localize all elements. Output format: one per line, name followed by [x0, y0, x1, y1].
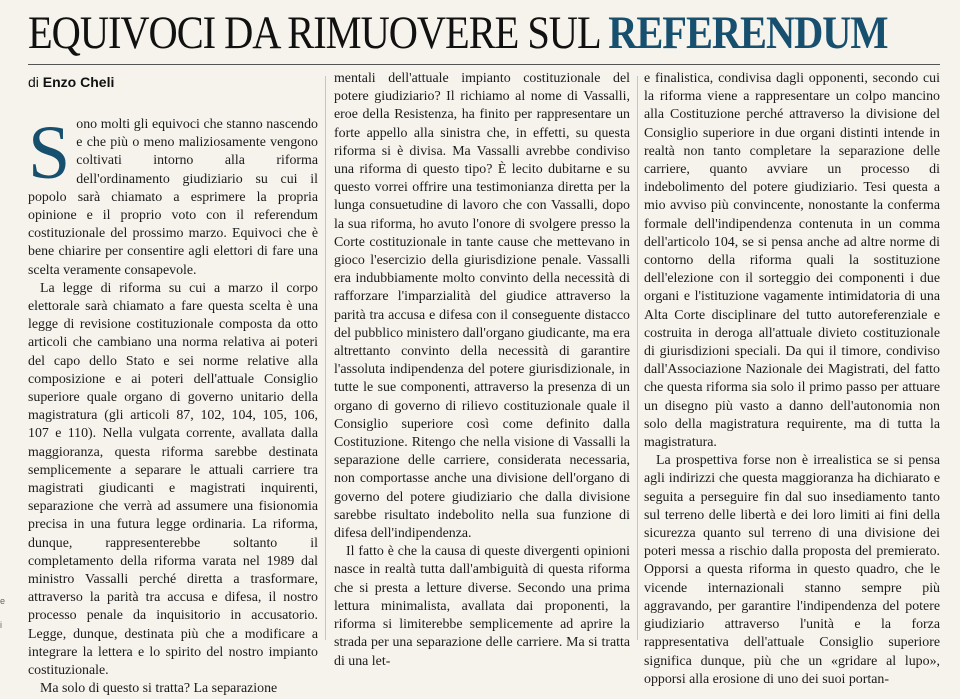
column-1-paragraph-2: La legge di riforma su cui a marzo il corpo elettorale sarà chiamato a fare questa scelta è una legge di revisione costituzionale composta da otto articoli che cambiano una norma relativa ai poteri del capo dello Stato e sei norme relative alla composizione e ai poteri dell'attuale Consiglio superiore quale organo di governo unitario della magistratura (gli articoli 87, 102, 104, 105, 106, 107 e 110). Nella vulgata corrente, avallata dalla maggioranza, questa riforma sarebbe destinata semplicemente a separare le attuali carriere tra magistrati giudicanti e magistrati inquirenti, separazione che verrà ad assumere una fisionomia precisa in una futura legge ordinaria. La riforma, dunque, rappresenterebbe soltanto il completamento della riforma varata nel 1989 dal ministro Vassalli perché diretta a trasformare, attraverso la parità tra accusa e difesa, il nostro processo penale da inquisitorio in accusatorio. Legge, dunque, destinata più che a modificare a integrare la lettera e lo spirito del nostro impianto costituzionale. — [28, 280, 318, 679]
margin-mark-1: e — [0, 596, 6, 606]
column-1-paragraph-3: Ma solo di questo si tratta? La separazione — [40, 681, 278, 697]
drop-cap: S — [28, 111, 71, 195]
headline — [28, 2, 888, 64]
margin-mark-2: i — [0, 620, 2, 630]
column-3-paragraph-1: e finalistica, condivisa dagli opponenti, secondo cui la riforma viene a rappresentare un colpo mancino alla Costituzione perché attraverso la divisione del Consiglio superiore in due organi distinti intende in realtà non tanto completare la separazione delle carriere, quanto avviare un processo di indebolimento del potere giudiziario. Tesi questa a mio avviso più convincente, nonostante la conferma formale dell'indipendenza contenuta in un comma dell'articolo 104, se si pensa anche ad altre norme di contorno della riforma quali la sostituzione dell'elezione con il sorteggio dei componenti i due organi e l'istituzione vagamente intimidatoria di una Alta Corte disciplinare del tutto autoreferenziale e costruita in deroga all'attuale divieto costituzionale di giurisdizioni speciali. Da qui il timore, condiviso dall'Associazione Nazionale dei Magistrati, del fatto che questa riforma sia solo il primo passo per attuare un disegno più vasto a danno dell'autonomia non solo della magistratura requirente, ma di tutta la magistratura. — [644, 71, 940, 451]
article-column-1 — [28, 111, 318, 697]
column-1-lead-text: ono molti gli equivoci che stanno nascendo e che più o meno maliziosamente vengono coltivati intorno alla riforma dell'ordinamento giudiziario su cui il popolo sarà chiamato a esprimere la propria opinione e il proprio voto con il referendum costituzionale del prossimo marzo. Equivoci che è bene chiarire per consentire agli elettori di fare una scelta veramente consapevole. — [28, 117, 318, 278]
headline-accent: REFERENDUM — [608, 7, 888, 59]
article-column-3 — [644, 70, 940, 687]
byline-prefix: di — [28, 74, 43, 90]
column-3-paragraph-2: La prospettiva forse non è irrealistica se si pensa agli indirizzi che questa maggioranza ha dichiarato e seguita a perseguire fin dal suo insediamento tanto sul terreno delle libertà e dei loro limiti ai fini della sicurezza quanto sul terreno di una divisione dei poteri messa a rischio dalla proposta del premierato. Opporsi a questa riforma in questo quadro, che le vicende internazionali stanno sempre più aggravando, per garantire l'indipendenza del potere giudiziario attraverso l'unità e la forza rappresentativa dell'attuale Consiglio superiore significa dunque, più che un «gridare al lupo», opporsi alla erosione di uno dei suoi portan- — [644, 453, 940, 687]
article-column-2 — [334, 70, 630, 669]
column-1-paragraph-1 — [28, 111, 318, 280]
byline-author: Enzo Cheli — [42, 74, 115, 90]
column-2-paragraph-2: Il fatto è che la causa di queste divergenti opinioni nasce in realtà tutta dall'ambiguità di questa riforma che si presta a letture diverse. Secondo una prima lettura minimalista, avallata dai proponenti, la riforma si limiterebbe semplicemente ad aprire la strada per una separazione delle carriere. Ma si tratta di una let- — [334, 544, 630, 669]
column-2-paragraph-1: mentali dell'attuale impianto costituzionale del potere giudiziario? Il richiamo al nome di Vassalli, eroe della Resistenza, ha finito per rappresentare un forte appello alla sinistra che, in effetti, su questa riforma si è divisa. Ma Vassalli avrebbe condiviso una riforma di questo tipo? È lecito dubitarne e su questo vorrei offrire una testimonianza diretta per la lunga consuetudine di lavoro che con Vassalli, dopo la sua riforma, ho avuto l'onore di svolgere presso la Corte costituzionale in tante cause che mettevano in gioco l'esercizio della giurisdizione penale. Vassalli era indubbiamente molto convinto della necessità di rafforzare l'imparzialità del giudice attraverso la parità tra accusa e difesa con il conseguente distacco del pubblico ministero dall'organo giudicante, ma era altrettanto convinto della necessità di garantire l'assoluta indipendenza del potere giurisdizionale, in tutte le sue componenti, attraverso la presenza di un organo di governo di rilievo costituzionale quale il Consiglio superiore così come definito dalla Costituzione. Ritengo che nella visione di Vassalli la separazione delle carriere, considerata necessaria, non comportasse anche una divisione dell'organo di governo del potere giudiziario che dalla divisione sarebbe risultato indebolito nella sua funzione di difesa dell'indipendenza. — [334, 71, 630, 542]
headline-main: EQUIVOCI DA RIMUOVERE SUL — [28, 7, 609, 59]
column-divider-2 — [637, 76, 638, 640]
byline — [28, 73, 114, 91]
left-margin-marks — [0, 596, 10, 630]
headline-rule — [28, 64, 940, 65]
column-divider-1 — [325, 76, 326, 640]
